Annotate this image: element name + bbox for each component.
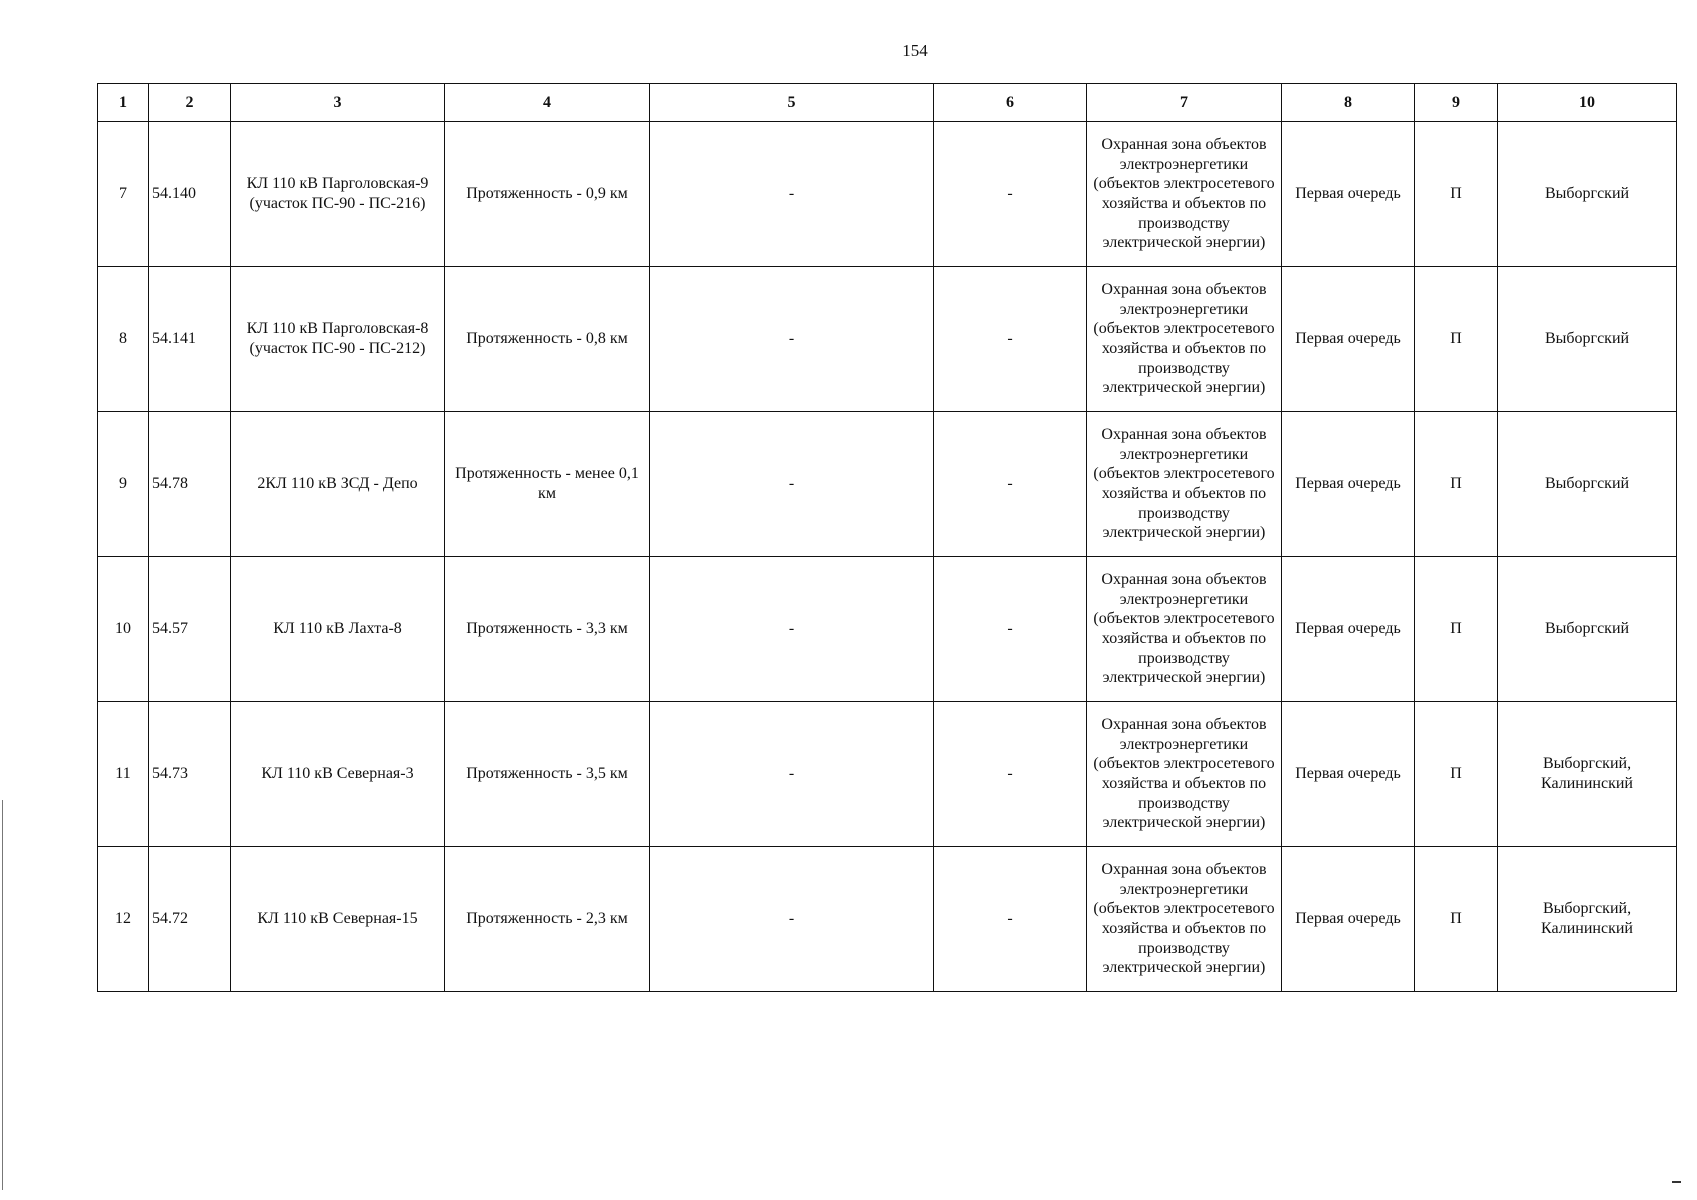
object-name: КЛ 110 кВ Парголовская-8 (участок ПС-90 - ПС-212) xyxy=(231,267,445,412)
queue: Первая очередь xyxy=(1282,267,1415,412)
object-type: П xyxy=(1415,702,1498,847)
scan-mark xyxy=(1672,1181,1681,1183)
object-name: КЛ 110 кВ Парголовская-9 (участок ПС-90 - ПС-216) xyxy=(231,122,445,267)
object-code: 54.140 xyxy=(149,122,231,267)
object-length: Протяженность - 3,3 км xyxy=(445,557,650,702)
object-type: П xyxy=(1415,412,1498,557)
object-code: 54.73 xyxy=(149,702,231,847)
object-length: Протяженность - 0,9 км xyxy=(445,122,650,267)
row-number: 9 xyxy=(98,412,149,557)
row-number: 7 xyxy=(98,122,149,267)
queue: Первая очередь xyxy=(1282,557,1415,702)
table-row xyxy=(98,557,1677,702)
object-length: Протяженность - 3,5 км xyxy=(445,702,650,847)
object-name: КЛ 110 кВ Северная-15 xyxy=(231,847,445,992)
protection-zone: Охранная зона объектов электроэнергетики (объектов электросетевого хозяйства и объектов по производству электрической энергии) xyxy=(1087,557,1282,702)
header-col-3: 3 xyxy=(231,84,445,122)
col6-value: - xyxy=(934,557,1087,702)
col5-value: - xyxy=(650,267,934,412)
object-type: П xyxy=(1415,122,1498,267)
header-col-9: 9 xyxy=(1415,84,1498,122)
header-col-6: 6 xyxy=(934,84,1087,122)
col5-value: - xyxy=(650,122,934,267)
table-row xyxy=(98,267,1677,412)
row-number: 11 xyxy=(98,702,149,847)
district: Выборгский xyxy=(1498,557,1677,702)
registry-table xyxy=(97,83,1677,992)
object-code: 54.78 xyxy=(149,412,231,557)
col6-value: - xyxy=(934,122,1087,267)
header-col-4: 4 xyxy=(445,84,650,122)
col5-value: - xyxy=(650,847,934,992)
object-type: П xyxy=(1415,557,1498,702)
col5-value: - xyxy=(650,702,934,847)
protection-zone: Охранная зона объектов электроэнергетики (объектов электросетевого хозяйства и объектов по производству электрической энергии) xyxy=(1087,847,1282,992)
table-row xyxy=(98,702,1677,847)
col6-value: - xyxy=(934,702,1087,847)
header-col-7: 7 xyxy=(1087,84,1282,122)
table-row xyxy=(98,847,1677,992)
row-number: 10 xyxy=(98,557,149,702)
header-col-2: 2 xyxy=(149,84,231,122)
district: Выборгский, Калининский xyxy=(1498,847,1677,992)
object-type: П xyxy=(1415,847,1498,992)
district: Выборгский xyxy=(1498,267,1677,412)
object-name: КЛ 110 кВ Лахта-8 xyxy=(231,557,445,702)
object-code: 54.72 xyxy=(149,847,231,992)
queue: Первая очередь xyxy=(1282,847,1415,992)
table-row xyxy=(98,412,1677,557)
row-number: 12 xyxy=(98,847,149,992)
col6-value: - xyxy=(934,267,1087,412)
protection-zone: Охранная зона объектов электроэнергетики (объектов электросетевого хозяйства и объектов по производству электрической энергии) xyxy=(1087,702,1282,847)
object-length: Протяженность - 2,3 км xyxy=(445,847,650,992)
object-name: КЛ 110 кВ Северная-3 xyxy=(231,702,445,847)
table-row xyxy=(98,122,1677,267)
scan-edge-line xyxy=(2,800,3,1190)
district: Выборгский xyxy=(1498,122,1677,267)
header-col-10: 10 xyxy=(1498,84,1677,122)
page-number: 154 xyxy=(902,41,928,60)
district: Выборгский xyxy=(1498,412,1677,557)
object-length: Протяженность - менее 0,1 км xyxy=(445,412,650,557)
queue: Первая очередь xyxy=(1282,702,1415,847)
row-number: 8 xyxy=(98,267,149,412)
object-type: П xyxy=(1415,267,1498,412)
header-col-1: 1 xyxy=(98,84,149,122)
header-col-8: 8 xyxy=(1282,84,1415,122)
queue: Первая очередь xyxy=(1282,122,1415,267)
queue: Первая очередь xyxy=(1282,412,1415,557)
col6-value: - xyxy=(934,412,1087,557)
header-row xyxy=(98,84,1677,122)
object-length: Протяженность - 0,8 км xyxy=(445,267,650,412)
protection-zone: Охранная зона объектов электроэнергетики (объектов электросетевого хозяйства и объектов по производству электрической энергии) xyxy=(1087,122,1282,267)
header-col-5: 5 xyxy=(650,84,934,122)
protection-zone: Охранная зона объектов электроэнергетики (объектов электросетевого хозяйства и объектов по производству электрической энергии) xyxy=(1087,267,1282,412)
object-code: 54.141 xyxy=(149,267,231,412)
district: Выборгский, Калининский xyxy=(1498,702,1677,847)
protection-zone: Охранная зона объектов электроэнергетики (объектов электросетевого хозяйства и объектов по производству электрической энергии) xyxy=(1087,412,1282,557)
col5-value: - xyxy=(650,557,934,702)
col6-value: - xyxy=(934,847,1087,992)
object-code: 54.57 xyxy=(149,557,231,702)
object-name: 2КЛ 110 кВ ЗСД - Депо xyxy=(231,412,445,557)
col5-value: - xyxy=(650,412,934,557)
